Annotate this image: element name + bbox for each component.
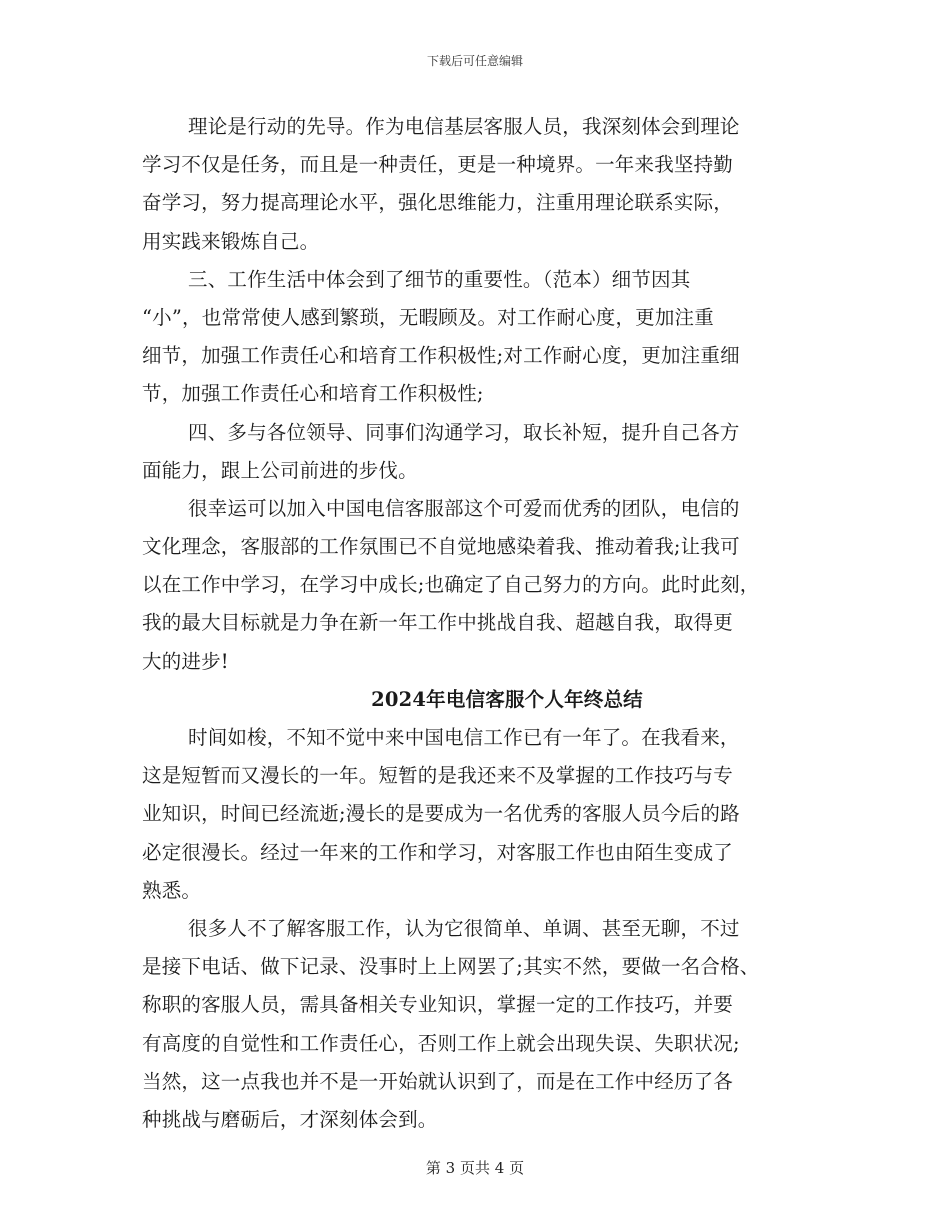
paragraph-line: “小”，也常常使人感到繁琐，无暇顾及。对工作耐心度，更加注重 bbox=[142, 305, 714, 329]
paragraph-line: 必定很漫长。经过一年来的工作和学习，对客服工作也由陌生变成了 bbox=[142, 840, 734, 864]
paragraph-line: 面能力，跟上公司前进的步伐。 bbox=[142, 458, 418, 482]
document-body bbox=[142, 108, 802, 1139]
paragraph-line: 四、多与各位领导、同事们沟通学习，取长补短，提升自己各方 bbox=[188, 420, 740, 444]
paragraph-line: 用实践来锻炼自己。 bbox=[142, 229, 320, 253]
paragraph-line: 种挑战与磨砺后，才深刻体会到。 bbox=[142, 1107, 438, 1131]
paragraph-line: 奋学习，努力提高理论水平，强化思维能力，注重用理论联系实际， bbox=[142, 191, 734, 215]
paragraph-line: 有高度的自觉性和工作责任心，否则工作上就会出现失误、失职状况; bbox=[142, 1031, 740, 1055]
paragraph-line: 是接下电话、做下记录、没事时上上网罢了;其实不然，要做一名合格、 bbox=[142, 955, 760, 979]
paragraph-line: 节，加强工作责任心和培育工作积极性; bbox=[142, 382, 484, 406]
paragraph-line: 我的最大目标就是力争在新一年工作中挑战自我、超越自我，取得更 bbox=[142, 611, 734, 635]
section-title: 2024年电信客服个人年终总结 bbox=[371, 687, 643, 711]
paragraph-line: 称职的客服人员，需具备相关专业知识，掌握一定的工作技巧，并要 bbox=[142, 993, 734, 1017]
paragraph-line: 当然，这一点我也并不是一开始就认识到了，而是在工作中经历了各 bbox=[142, 1069, 734, 1093]
paragraph-line: 学习不仅是任务，而且是一种责任，更是一种境界。一年来我坚持勤 bbox=[142, 153, 734, 177]
paragraph-line: 文化理念，客服部的工作氛围已不自觉地感染着我、推动着我;让我可 bbox=[142, 535, 740, 559]
page-number: 第 3 页共 4 页 bbox=[425, 1159, 525, 1177]
paragraph-line: 这是短暂而又漫长的一年。短暂的是我还来不及掌握的工作技巧与专 bbox=[142, 764, 734, 788]
paragraph-line: 时间如梭，不知不觉中来中国电信工作已有一年了。在我看来， bbox=[188, 726, 740, 749]
paragraph-line: 业知识，时间已经流逝;漫长的是要成为一名优秀的客服人员今后的路 bbox=[142, 802, 740, 826]
paragraph-line: 很多人不了解客服工作，认为它很简单、单调、甚至无聊，不过 bbox=[188, 916, 740, 940]
paragraph-line: 细节，加强工作责任心和培育工作积极性;对工作耐心度，更加注重细 bbox=[142, 344, 740, 368]
page-header: 下载后可任意编辑 bbox=[426, 54, 523, 68]
paragraph-line: 三、工作生活中体会到了细节的重要性。（范本）细节因其 bbox=[188, 267, 691, 291]
paragraph-line: 熟悉。 bbox=[142, 878, 202, 902]
paragraph-line: 大的进步! bbox=[142, 649, 229, 673]
paragraph-line: 以在工作中学习，在学习中成长;也确定了自己努力的方向。此时此刻， bbox=[142, 573, 760, 597]
paragraph-line: 理论是行动的先导。作为电信基层客服人员，我深刻体会到理论 bbox=[188, 115, 740, 138]
paragraph-line: 很幸运可以加入中国电信客服部这个可爱而优秀的团队，电信的 bbox=[188, 496, 740, 520]
